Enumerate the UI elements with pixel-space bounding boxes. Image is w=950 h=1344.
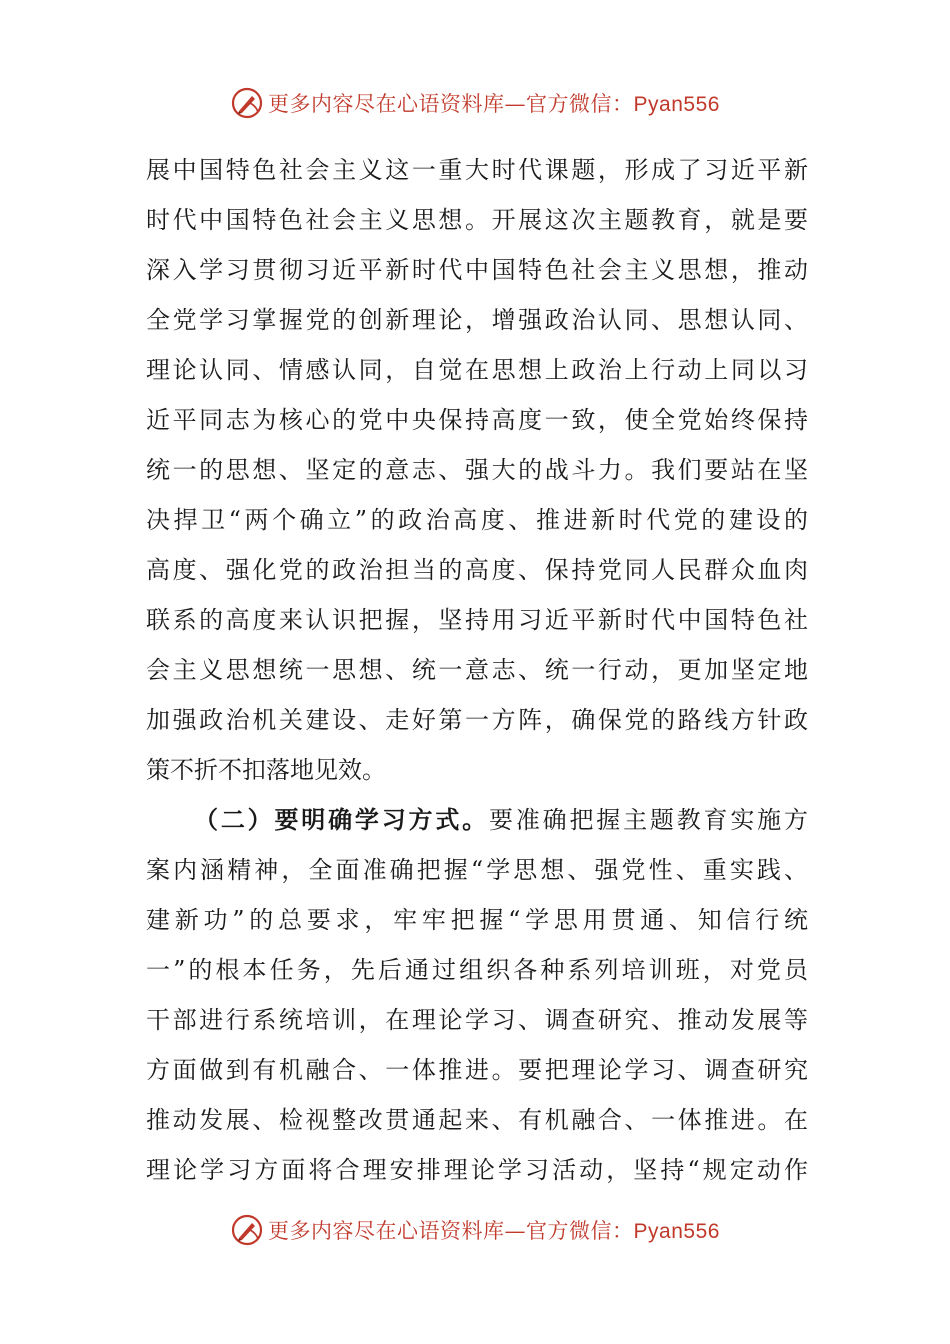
section-heading-line [146, 795, 808, 845]
paragraph-line: 策不折不扣落地见效。 [146, 756, 386, 784]
paragraph-line: 加强政治机关建设、走好第一方阵，确保党的路线方针政 [146, 706, 808, 734]
paragraph-line: 推动发展、检视整改贯通起来、有机融合、一体推进。在 [146, 1106, 808, 1134]
paragraph-line: 会主义思想统一思想、统一意志、统一行动，更加坚定地 [146, 656, 808, 684]
watermark-wechat-id: Pyan556 [633, 93, 720, 116]
pen-logo-icon [230, 86, 264, 120]
document-body [146, 145, 808, 1195]
paragraph-line: 理论认同、情感认同，自觉在思想上政治上行动上同以习 [146, 356, 808, 384]
paragraph-line: 干部进行系统培训，在理论学习、调查研究、推动发展等 [146, 1006, 808, 1034]
paragraph-line: 理论学习方面将合理安排理论学习活动，坚持“规定动作 [146, 1156, 808, 1184]
paragraph-line: 方面做到有机融合、一体推进。要把理论学习、调查研究 [146, 1056, 808, 1084]
paragraph-line: 展中国特色社会主义这一重大时代课题，形成了习近平新 [146, 156, 808, 184]
paragraph-line: 联系的高度来认识把握，坚持用习近平新时代中国特色社 [146, 606, 808, 634]
section-first-line-text: 要准确把握主题教育实施方 [489, 806, 808, 834]
pen-logo-icon [230, 1213, 264, 1247]
watermark-text [268, 88, 720, 118]
paragraph-line: 时代中国特色社会主义思想。开展这次主题教育，就是要 [146, 206, 808, 234]
paragraph-line: 案内涵精神，全面准确把握“学思想、强党性、重实践、 [146, 856, 808, 884]
watermark-banner-top [0, 83, 950, 123]
paragraph-line: 决捍卫“两个确立”的政治高度、推进新时代党的建设的 [146, 506, 808, 534]
paragraph-line: 近平同志为核心的党中央保持高度一致，使全党始终保持 [146, 406, 808, 434]
paragraph-line: 一”的根本任务，先后通过组织各种系列培训班，对党员 [146, 956, 808, 984]
watermark-text [268, 1215, 720, 1245]
watermark-text-cn: 更多内容尽在心语资料库—官方微信： [268, 92, 634, 116]
paragraph-line: 统一的思想、坚定的意志、强大的战斗力。我们要站在坚 [146, 456, 808, 484]
paragraph-line: 全党学习掌握党的创新理论，增强政治认同、思想认同、 [146, 306, 808, 334]
paragraph-line: 建新功”的总要求，牢牢把握“学思用贯通、知信行统 [146, 906, 808, 934]
paragraph-line: 深入学习贯彻习近平新时代中国特色社会主义思想，推动 [146, 256, 808, 284]
watermark-text-cn: 更多内容尽在心语资料库—官方微信： [268, 1219, 634, 1243]
watermark-wechat-id: Pyan556 [633, 1220, 720, 1243]
watermark-banner-bottom [0, 1210, 950, 1250]
paragraph-line: 高度、强化党的政治担当的高度、保持党同人民群众血肉 [146, 556, 808, 584]
section-heading: （二）要明确学习方式。 [194, 805, 489, 834]
